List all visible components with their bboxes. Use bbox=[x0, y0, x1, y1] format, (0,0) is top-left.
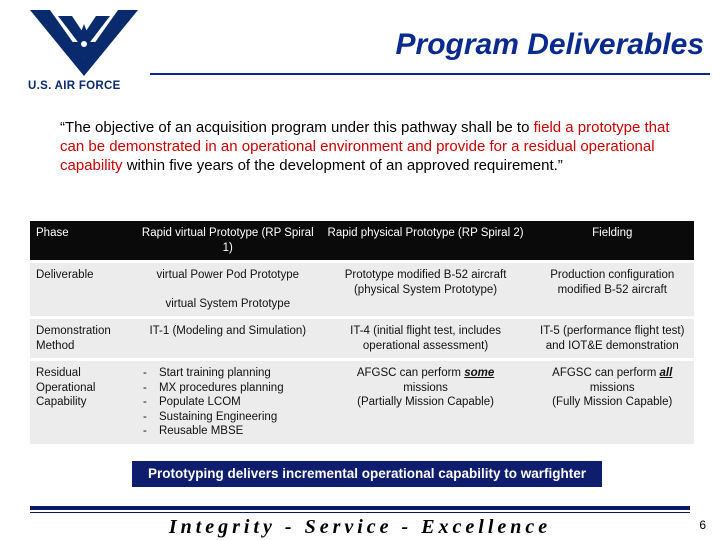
list-item: - Start training planning bbox=[141, 366, 315, 381]
deliverables-table bbox=[30, 218, 694, 447]
virtual-power-pod: virtual Power Pod Prototype bbox=[156, 269, 300, 281]
footer-divider-thick bbox=[30, 506, 690, 510]
cell-deliverable-fielding: Production configuration modified B-52 aircraft bbox=[531, 263, 695, 316]
quote-text-start: “The objective of an acquisition program under this pathway shall be to bbox=[60, 119, 534, 136]
header-physical-prototype: Rapid physical Prototype (RP Spiral 2) bbox=[321, 221, 531, 260]
row-label-deliverable: Deliverable bbox=[30, 263, 135, 316]
header-virtual-prototype: Rapid virtual Prototype (RP Spiral 1) bbox=[135, 221, 321, 260]
table-header-row bbox=[30, 221, 694, 260]
cell-deliverable-virtual bbox=[135, 263, 321, 316]
residual-fielding-pre: AFGSC can perform bbox=[552, 367, 660, 379]
residual-fielding-missions: missions bbox=[589, 381, 635, 394]
quote-text-end: within five years of the development of an approved requirement.” bbox=[122, 157, 563, 174]
residual-fielding-status: (Fully Mission Capable) bbox=[552, 396, 673, 408]
residual-physical-line bbox=[327, 366, 525, 381]
objective-quote bbox=[60, 118, 670, 175]
residual-fielding-line bbox=[537, 366, 689, 381]
virtual-system-prototype: virtual System Prototype bbox=[165, 297, 291, 310]
list-item: - MX procedures planning bbox=[141, 381, 315, 396]
residual-physical-missions: missions bbox=[403, 381, 448, 394]
air-force-symbol-icon bbox=[28, 6, 140, 80]
residual-physical-status: (Partially Mission Capable) bbox=[357, 396, 494, 408]
title-divider bbox=[150, 73, 710, 75]
header-fielding: Fielding bbox=[531, 221, 695, 260]
quote-highlight: field a prototype that can be demonstrated in an operational environment and provide for a residual operational capability bbox=[60, 119, 670, 174]
footer-motto: Integrity - Service - Excellence bbox=[168, 516, 552, 538]
cell-residual-physical bbox=[321, 361, 531, 444]
table-row-demonstration bbox=[30, 319, 694, 358]
cell-demonstration-fielding: IT-5 (performance flight test) and IOT&E demonstration bbox=[531, 319, 695, 358]
table-row-residual bbox=[30, 361, 694, 444]
row-label-residual: Residual Operational Capability bbox=[30, 361, 135, 444]
table-row-deliverable bbox=[30, 263, 694, 316]
header-phase: Phase bbox=[30, 221, 135, 260]
residual-physical-pre: AFGSC can perform bbox=[356, 367, 465, 379]
footer-divider-thin bbox=[30, 512, 690, 513]
residual-physical-emphasis: some bbox=[464, 367, 495, 379]
page-number: 6 bbox=[699, 518, 706, 532]
cell-deliverable-physical: Prototype modified B-52 aircraft (physical System Prototype) bbox=[321, 263, 531, 316]
list-item: - Sustaining Engineering bbox=[141, 410, 315, 425]
list-item: - Reusable MBSE bbox=[141, 424, 315, 439]
page-title: Program Deliverables bbox=[395, 28, 704, 61]
residual-fielding-emphasis: all bbox=[659, 367, 673, 379]
summary-banner: Prototyping delivers incremental operational capability to warfighter bbox=[132, 461, 602, 487]
cell-demonstration-virtual: IT-1 (Modeling and Simulation) bbox=[135, 319, 321, 358]
residual-virtual-list bbox=[141, 366, 315, 439]
cell-residual-virtual bbox=[135, 361, 321, 444]
list-item: - Populate LCOM bbox=[141, 395, 315, 410]
cell-residual-fielding bbox=[531, 361, 695, 444]
cell-demonstration-physical: IT-4 (initial flight test, includes operational assessment) bbox=[321, 319, 531, 358]
logo-wordmark: U.S. AIR FORCE bbox=[28, 80, 121, 92]
row-label-demonstration: Demonstration Method bbox=[30, 319, 135, 358]
